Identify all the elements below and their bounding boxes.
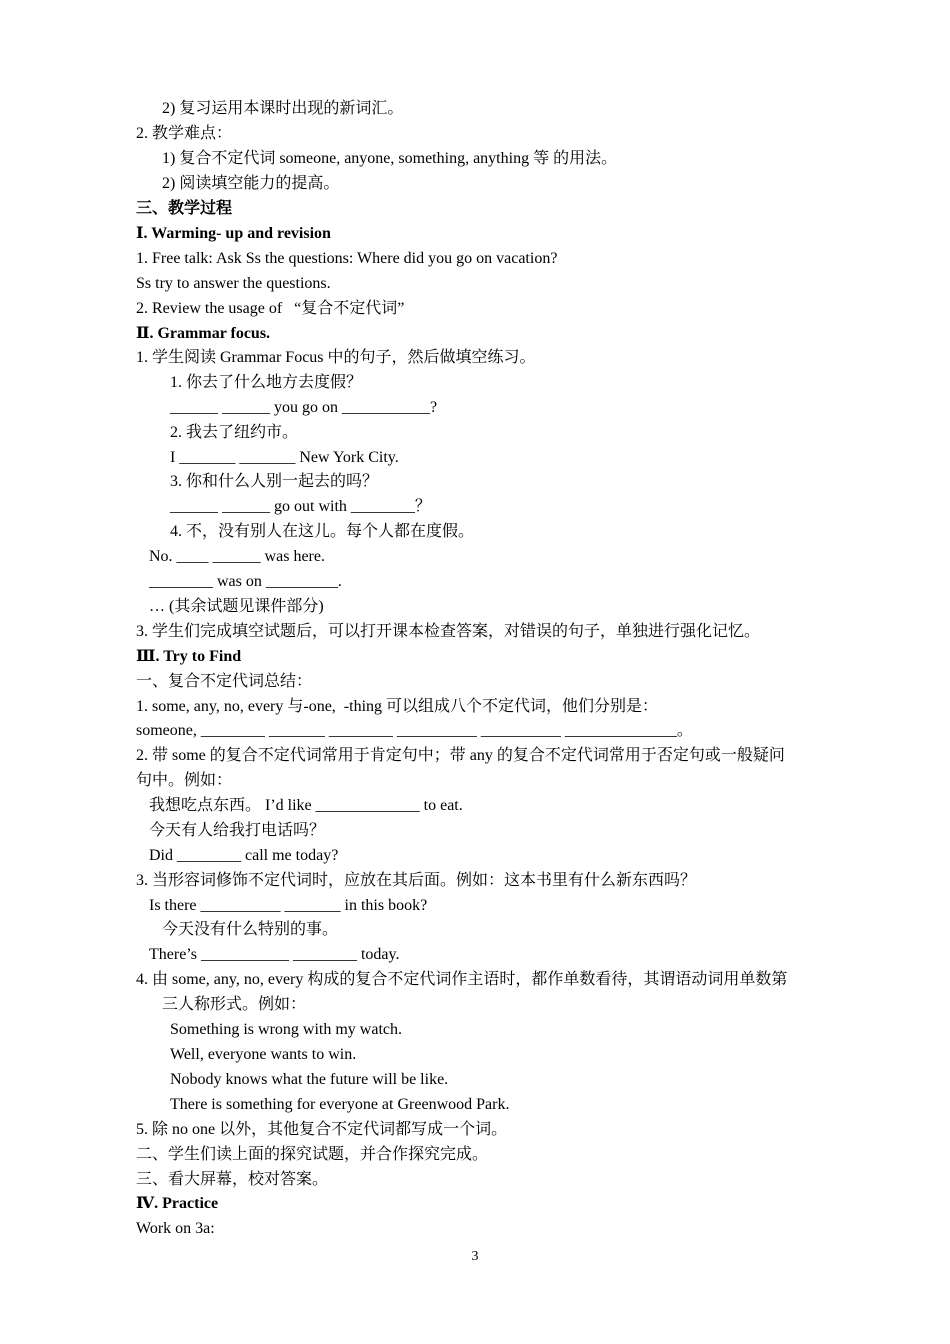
text-line: 三人称形式。例如： xyxy=(162,996,307,1013)
text-line: 3. 你和什么人别一起去的吗？ xyxy=(170,473,379,490)
text-line: I _______ _______ New York City. xyxy=(170,449,399,466)
text-line: Work on 3a: xyxy=(136,1220,215,1237)
text-line: 4. 由 some, any, no, every 构成的复合不定代词作主语时，都作单数看待，其谓语动词用单数第 xyxy=(136,971,788,988)
text-line: 三、看大屏幕，校对答案。 xyxy=(136,1171,329,1188)
text-line: 2. 教学难点： xyxy=(136,125,233,142)
text-line: Something is wrong with my watch. xyxy=(170,1021,402,1038)
section-heading: Ⅰ. Warming- up and revision xyxy=(136,225,331,242)
text-line: Did ________ call me today? xyxy=(149,847,339,864)
section-heading: 三、教学过程 xyxy=(136,200,233,217)
text-line: No. ____ ______ was here. xyxy=(149,548,325,565)
text-line: 4. 不，没有别人在这儿。每个人都在度假。 xyxy=(170,523,475,540)
section-heading: Ⅲ. Try to Find xyxy=(136,648,242,665)
text-line: 2) 复习运用本课时出现的新词汇。 xyxy=(162,100,404,117)
text-line: Well, everyone wants to win. xyxy=(170,1046,357,1063)
text-line: 2. Review the usage of “复合不定代词” xyxy=(136,300,405,317)
text-line: 1. Free talk: Ask Ss the questions: Where did you go on vacation? xyxy=(136,250,558,267)
text-line: 3. 当形容词修饰不定代词时，应放在其后面。例如：这本书里有什么新东西吗？ xyxy=(136,872,697,889)
text-line: someone, ________ _______ ________ __________ __________ ______________。 xyxy=(136,722,693,739)
text-line: 1. some, any, no, every 与-one, -thing 可以组成八个不定代词，他们分别是： xyxy=(136,698,659,715)
text-line: Nobody knows what the future will be like. xyxy=(170,1071,449,1088)
text-line: 一、复合不定代词总结： xyxy=(136,673,313,690)
text-line: 1. 你去了什么地方去度假？ xyxy=(170,374,363,391)
text-line: ______ ______ you go on ___________? xyxy=(170,399,438,416)
text-line: 2) 阅读填空能力的提高。 xyxy=(162,175,340,192)
text-line: There is something for everyone at Greenwood Park. xyxy=(170,1096,510,1113)
page-number: 3 xyxy=(471,1249,479,1264)
text-line: 5. 除 no one 以外，其他复合不定代词都写成一个词。 xyxy=(136,1121,508,1138)
text-line: 1) 复合不定代词 someone, anyone, something, anything 等 的用法。 xyxy=(162,150,618,167)
text-line: 我想吃点东西。 I’d like _____________ to eat. xyxy=(149,797,463,814)
text-line: 今天有人给我打电话吗？ xyxy=(149,822,326,839)
section-heading: Ⅳ. Practice xyxy=(136,1195,219,1212)
text-line: 今天没有什么特别的事。 xyxy=(162,921,339,938)
text-line: 二、学生们读上面的探究试题，并合作探究完成。 xyxy=(136,1146,489,1163)
text-line: 1. 学生阅读 Grammar Focus 中的句子，然后做填空练习。 xyxy=(136,349,536,366)
text-line: There’s ___________ ________ today. xyxy=(149,946,400,963)
text-line: 2. 带 some 的复合不定代词常用于肯定句中；带 any 的复合不定代词常用于否定句或一般疑问 xyxy=(136,747,785,764)
text-line: ______ ______ go out with ________？ xyxy=(170,498,431,515)
text-line: Is there __________ _______ in this book? xyxy=(149,897,428,914)
section-heading: Ⅱ. Grammar focus. xyxy=(136,325,271,342)
text-line: … (其余试题见课件部分) xyxy=(149,598,324,615)
text-line: ________ was on _________. xyxy=(149,573,342,590)
text-line: 2. 我去了纽约市。 xyxy=(170,424,299,441)
text-line: 3. 学生们完成填空试题后，可以打开课本检查答案，对错误的句子，单独进行强化记忆。 xyxy=(136,623,761,640)
text-line: Ss try to answer the questions. xyxy=(136,275,331,292)
text-line: 句中。例如： xyxy=(136,772,233,789)
